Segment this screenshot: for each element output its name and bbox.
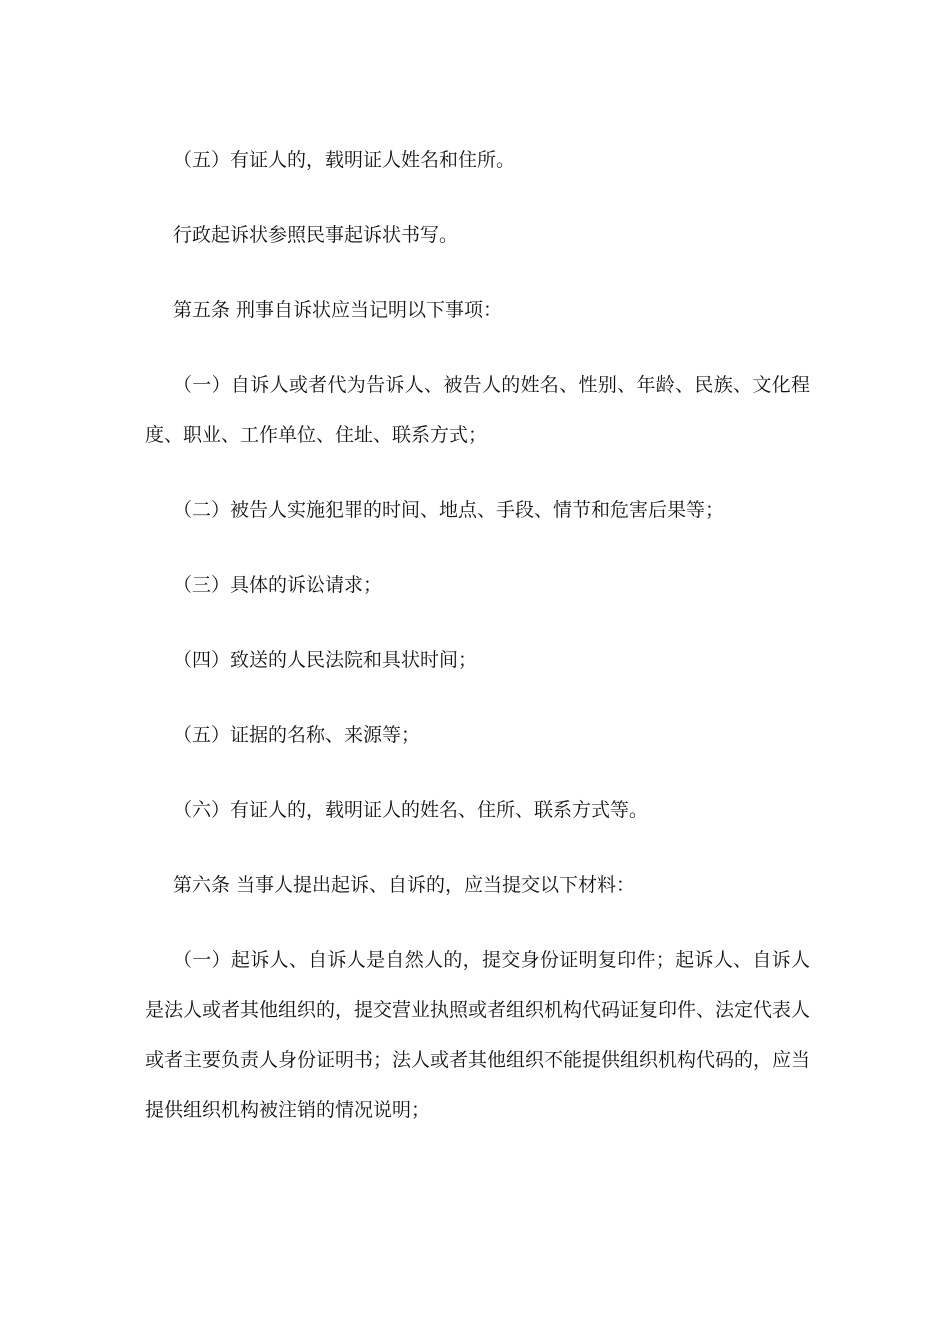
paragraph-article-5-item-3: （三）具体的诉讼请求； <box>173 574 383 596</box>
paragraph-article-5-item-6: （六）有证人的，载明证人的姓名、住所、联系方式等。 <box>173 799 649 821</box>
paragraph-article-5-item-5: （五）证据的名称、来源等； <box>173 724 421 746</box>
paragraph-witness-info: （五）有证人的，载明证人姓名和住所。 <box>173 149 516 171</box>
paragraph-article-5-item-4: （四）致送的人民法院和具状时间； <box>173 649 478 671</box>
paragraph-article-5: 第五条 刑事自诉状应当记明以下事项： <box>173 299 503 321</box>
paragraph-administrative-complaint: 行政起诉状参照民事起诉状书写。 <box>173 224 459 246</box>
paragraph-article-5-item-2: （二）被告人实施犯罪的时间、地点、手段、情节和危害后果等； <box>173 499 725 521</box>
paragraph-article-5-item-1: （一）自诉人或者代为告诉人、被告人的姓名、性别、年龄、民族、文化程度、职业、工作单位、住址、联系方式； <box>145 374 810 446</box>
paragraph-article-6: 第六条 当事人提出起诉、自诉的，应当提交以下材料： <box>173 874 636 896</box>
paragraph-article-6-item-1: （一）起诉人、自诉人是自然人的，提交身份证明复印件；起诉人、自诉人是法人或者其他组织的，提交营业执照或者组织机构代码证复印件、法定代表人或者主要负责人身份证明书；法人或者其他组织不能提供组织机构代码的，应当提供组织机构被注销的情况说明； <box>145 949 811 1121</box>
